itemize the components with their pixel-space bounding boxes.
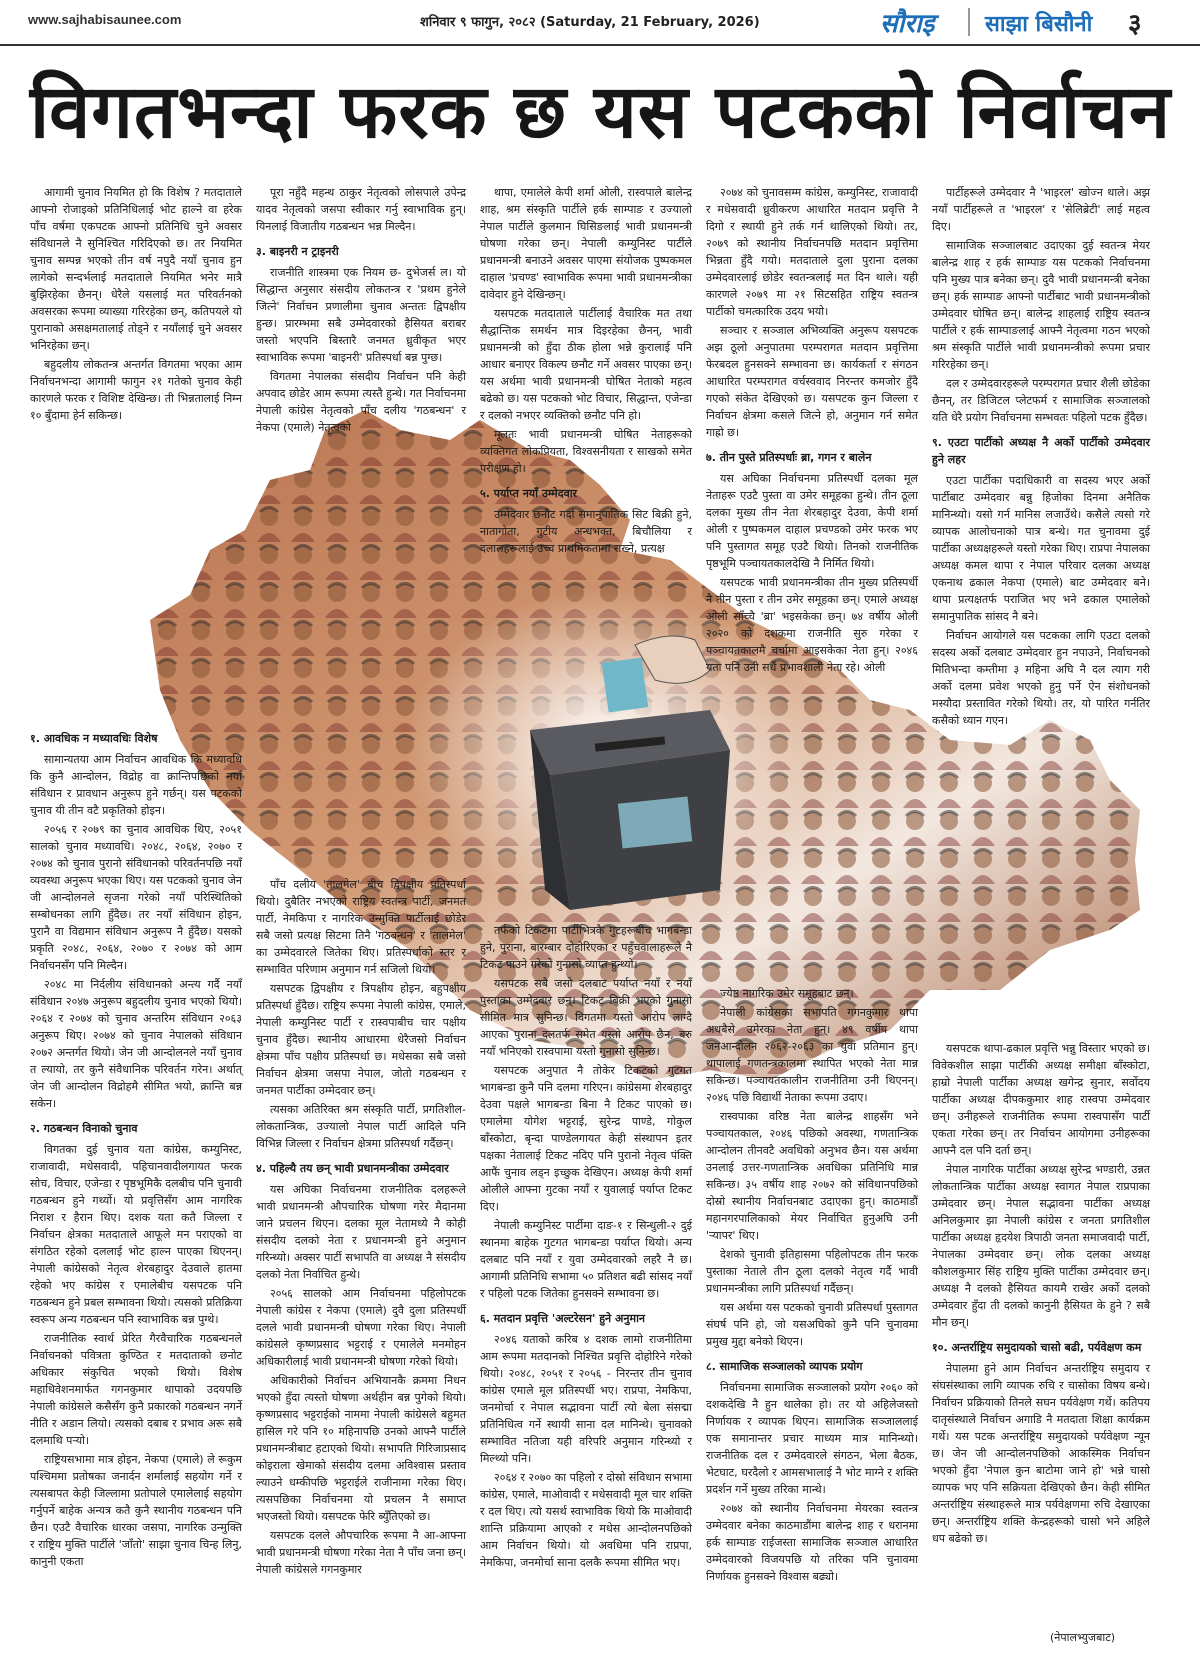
- paragraph: दल र उम्मेदवारहरूले परम्परागत प्रचार शैली छोडेका छैनन्, तर डिजिटल प्लेटफर्म र सामाजिक सञ्जालको यति धेरै प्रयोग निर्वाचनमा सम्भवतः पहिलो पटक हुँदैछ।: [932, 377, 1150, 424]
- supplement-title: साझा बिसौनी: [985, 12, 1093, 37]
- paragraph: २०७४ को चुनावसम्म कांग्रेस, कम्युनिस्ट, राजावादी र मधेसवादी ध्रुवीकरण आधारित मतदान प्रवृत्ति नै दिगो र स्थायी हुने तर्क गर्न थालिएको थियो। तर, २०७९ को स्थानीय निर्वाचनपछि मतदान प्रवृत्तिमा भिन्नता हुँदै गयो। मतदाताले दुला पुराना दलका उम्मेदवारलाई छोडेर स्वतन्त्रलाई मत दिन थाले। यही कारणले २०७९ मा २१ सिटसहित राष्ट्रिय स्वतन्त्र पार्टीको चमत्कारिक उदय भयो।: [706, 186, 918, 318]
- paragraph: तर्फको टिकटमा पार्टीभित्रकै गुटहरूबीच भागबन्डा हुने, पुराना, बारम्बार दोहोरिएका र पहुँचवालाहरूले नै टिकट पाउने गरेको गुनासो व्याप्त हुन्थ्यो।: [480, 924, 692, 971]
- paragraph: नेपाल नागरिक पार्टीका अध्यक्ष सुरेन्द्र भण्डारी, उन्नत लोकतान्त्रिक पार्टीका अध्यक्ष स्वागत नेपाल राप्रपाका उम्मेदवार छन्। नेपाल सद्भावना पार्टीका अध्यक्ष अनिलकुमार झा नेपाली कांग्रेस र जनता प्रगतिशील पार्टीका अध्यक्ष हृदयेश त्रिपाठी जनता समाजवादी पार्टी, नेपालका उम्मेदवार छन्। लोक दलका अध्यक्ष कौशलकुमार सिंह राष्ट्रिय मुक्ति पार्टीका उम्मेदवार छन्। अध्यक्ष नै दलको हैसियत कायमै राखेर अर्को दलको उम्मेदवार हुँदा ती दलको कानुनी हैसियत के हुने ? सबै मौन छन्।: [932, 1163, 1150, 1329]
- column-4-bottom: [706, 985, 918, 1587]
- paragraph: आगामी चुनाव नियमित हो कि विशेष ? मतदाताले आफ्नो रोजाइको प्रतिनिधिलाई भोट हाल्ने वा हरेक पाँच वर्षमा एकपटक आफ्नो प्रतिनिधि चुने अवसर संविधानले नै सुनिश्चित गरिदिएको छ। तर नियमित चुनाव सम्पन्न भएको तीन वर्ष नपुदै नयाँ चुनाव हुन लागेको सन्दर्भलाई मतदाताले नियमित भनेर मात्रै बुझिरहेका छैनन्। धेरैले यसलाई मत परिवर्तनको अवसरका रूपमा व्याख्या गरिरहेका छन्, कतिपयले यो पुरानाको असक्षमतालाई तोड्ने र नयाँलाई चुने अवसर भनिरहेका छन्।: [30, 186, 242, 352]
- section-heading: ६. मतदान प्रवृत्ति 'अल्टरेसन' हुने अनुमान: [480, 1312, 646, 1325]
- ballot-box-icon: [530, 710, 730, 910]
- paragraph: २०४८ मा निर्दलीय संविधानको अन्त्य गर्दै नयाँ संविधान २०४७ अनुरूप बहुदलीय चुनाव भएको थियो। २०६४ र २०७४ को चुनाव अन्तरिम संविधान २०६३ अनुरूप थिए। २०७४ को चुनाव नेपालको संविधान २०७२ अन्तर्गत थियो। जेन जी आन्दोलनले नयाँ चुनाव त ल्यायो, तर कुनै संवैधानिक परिवर्तन गरेन। अर्थात् जेन जी आन्दोलन विद्रोहमै सीमित भयो, क्रान्ति बन्न सकेन।: [30, 978, 242, 1110]
- paragraph: रास्वपाका वरिष्ठ नेता बालेन्द्र शाहसँग भने पञ्चायतकाल, २०४६ पछिको अवस्था, गणतान्त्रिक आन्दोलन तीनवटै अवधिको अनुभव छैन। यस अर्थमा उनलाई उत्तर-गणतान्त्रिक अवधिका प्रतिनिधि मान्न सकिन्छ। ३५ वर्षीय शाह २०७२ को संविधानपछिको दोस्रो स्थानीय निर्वाचनबाट उदाएका हुन्। काठमाडौं महानगरपालिकाको मेयर निर्वाचित हुनुअघि उनी 'र्‍यापर' थिए।: [706, 1110, 918, 1242]
- dateline: शनिवार ९ फागुन, २०८२ (Saturday, 21 February, 2026): [420, 15, 760, 30]
- paragraph: एउटा पार्टीका पदाधिकारी वा सदस्य भएर अर्को पार्टीबाट उम्मेदवार बन्नु हिजोका दिनमा अनैतिक मानिन्थ्यो। यसो गर्न मानिस लजाउँथे। कसैले त्यसो गरे व्यापक आलोचनाको पात्र बन्थे। गत चुनावमा दुई पार्टीका अध्यक्षहरूले यस्तो गरेका थिए। राप्रपा नेपालका अध्यक्ष कमल थापा र नेपाल परिवार दलका अध्यक्ष एकनाथ ढकाल नेकपा (एमाले) बाट उम्मेदवार बने। थापा प्रत्यक्षतर्फ पराजित भए भने ढकाल एमालेको समानुपातिक सांसद नै बने।: [932, 474, 1150, 623]
- site-url[interactable]: www.sajhabisaunee.com: [28, 12, 182, 27]
- paragraph: उम्मेदवार छनौट गर्दा समानुपातिक सिट बिक्री हुने, नातागोता, गुटीय अन्धभक्त, बिचौलिया र दलालहरूलाई उच्च प्राथमिकतामा राख्ने, प्रत्यक्ष: [480, 508, 692, 555]
- paragraph: यसपटक सबै जसो दलबाट पर्याप्त नयाँ र नयाँ पुस्ताका उम्मेदवार छन्। टिकट बिक्री भएको गुनासो सीमित मात्र सुनिन्छ। विगतमा यस्तो आरोप लाग्दै आएका पुराना दलतर्फ समेत यस्तो आरोप छैन, बरु नयाँ भनिएको रास्वपामा यस्तो गुनासो सुनिन्छ।: [480, 977, 692, 1058]
- paragraph: बहुदलीय लोकतन्त्र अन्तर्गत विगतमा भएका आम निर्वाचनभन्दा आगामी फागुन २१ गतेको चुनाव केही कारणले फरक र विशिष्ट देखिन्छ। ती भिन्नतालाई निम्न १० बुँदामा हेर्न सकिन्छ।: [30, 358, 242, 422]
- paragraph: यस अघिका निर्वाचनमा प्रतिस्पर्धी दलका मूल नेताहरू एउटै पुस्ता वा उमेर समूहका हुन्थे। तीन ठूला दलका मुख्य तीन नेता शेरबहादुर देउवा, केपी शर्मा ओली र पुष्पकमल दाहाल प्रचण्डको उमेर फरक भए पनि पुस्तागत समूह एउटै थियो। तिनको राजनीतिक पृष्ठभूमि पञ्चायतकालदेखि नै निर्मित थियो।: [706, 472, 918, 570]
- paragraph: अधिकारीको निर्वाचन अभियानकै क्रममा निधन भएको हुँदा त्यस्तो घोषणा अर्थहीन बन्न पुगेको थियो। कृष्णप्रसाद भट्टराईको नाममा नेपाली कांग्रेसले बहुमत हासिल गरे पनि १० महिनापछि उनको आफ्नै पार्टीले प्रधानमन्त्रीबाट हटाएको थियो। सभापति गिरिजाप्रसाद कोइराला खेमाको संसदीय दलमा अविश्वास प्रस्ताव ल्याउने धम्कीपछि भट्टराईले राजीनामा गरेका थिए। त्यसपछिका निर्वाचनमा यो प्रचलन नै समाप्त भएजस्तो थियो। यसपटक फेरि ब्युँतिएको छ।: [256, 1374, 466, 1523]
- source-byline: (नेपालभ्युजबाट): [1050, 1631, 1116, 1644]
- paragraph: सामान्यतया आम निर्वाचन आवधिक कि मध्यावधि कि कुनै आन्दोलन, विद्रोह वा क्रान्तिपछिको नयाँ संविधान र प्रावधान अनुरूप हुने गर्छन्। यस पटकको चुनाव यी तीन वटै प्रकृतिको होइन।: [30, 753, 242, 817]
- section-heading: ३. बाइनरी न ट्राइनरी: [256, 245, 339, 258]
- column-3-top: [480, 184, 692, 559]
- paragraph: यसपटक द्विपक्षीय र त्रिपक्षीय होइन, बहुपक्षीय प्रतिस्पर्धा हुँदैछ। राष्ट्रिय रूपमा नेपाली कांग्रेस, एमाले, नेपाली कम्युनिस्ट पार्टी र रास्वपाबीच चार पक्षीय चुनाव हुँदैछ। स्थानीय आधारमा धेरैजसो निर्वाचन क्षेत्रमा पाँच पक्षीय प्रतिस्पर्धा छ। मधेसका सबै जसो निर्वाचन क्षेत्रमा जसपा नेपाल, जोतो गठबन्धन र जनमत पार्टीका उम्मेदवार छन्।: [256, 982, 466, 1097]
- headline: विगतभन्दा फरक छ यस पटकको निर्वाचन: [30, 69, 1172, 155]
- column-2-bottom: [256, 876, 466, 1580]
- paragraph: सञ्चार र सञ्जाल अभिव्यक्ति अनुरूप यसपटक अझ ठूलो अनुपातमा परम्परागत मतदान प्रवृत्तिमा फेरबदल हुनसक्ने सम्भावना छ। कार्यकर्ता र संगठन आधारित परम्परागत वर्चस्ववाद निरन्तर कमजोर हुँदै गएको संकेत देखिएको छ। यसपटक कुन जिल्ला र निर्वाचन क्षेत्रमा कसले जित्ने हो, अनुमान गर्न समेत गाह्रो छ।: [706, 324, 918, 439]
- paragraph: विगतमा नेपालका संसदीय निर्वाचन पनि केही अपवाद छोडेर आम रूपमा त्यस्तै हुन्थे। गत निर्वाचनमा नेपाली कांग्रेस नेतृत्वको पाँच दलीय 'गठबन्धन' र नेकपा (एमाले) नेतृत्वको: [256, 370, 466, 434]
- section-heading: ४. पहिल्यै तय छन् भावी प्रधानमन्त्रीका उम्मेदवार: [256, 1162, 449, 1175]
- paragraph: राजनीति शास्त्रमा एक नियम छ- दुभेजर्स ल। यो सिद्धान्त अनुसार संसदीय लोकतन्त्र र 'प्रथम हुनेले जित्ने' निर्वाचन प्रणालीमा चुनाव अन्ततः द्विपक्षीय हुन्छ। प्रारम्भमा सबै उम्मेदवारको हैसियत बराबर जस्तो भएपनि बिस्तारै जनमत ध्रुवीकृत भएर स्वाभाविक रूपमा 'बाइनरी' प्रतिस्पर्धा बन्न पुग्छ।: [256, 266, 466, 364]
- paragraph: राष्ट्रियसभामा मात्र होइन, नेकपा (एमाले) ले रूकुम पश्चिममा प्रतोषका जनार्दन शर्मालाई सहयोग गर्ने र त्यसबापत केही जिल्लामा प्रतोपाले एमालेलाई सहयोग गर्नुपर्ने बाहेक अन्यत्र कतै कुनै स्थानीय गठबन्धन पनि छैन। एउटै वैचारिक धारका जसपा, नागरिक उन्मुक्ति र राष्ट्रिय मुक्ति पार्टीले 'जाँतो' साझा चुनाव चिन्ह लिनु, कानुनी एकता: [30, 1453, 242, 1568]
- paragraph: देशको चुनावी इतिहासमा पहिलोपटक तीन फरक पुस्ताका नेताले तीन ठूला दलको नेतृत्व गर्दै भावी प्रधानमन्त्रीका लागि प्रतिस्पर्धा गर्दैछन्।: [706, 1248, 918, 1295]
- paragraph: मूलतः भावी प्रधानमन्त्री घोषित नेताहरूको व्यक्तिगत लोकप्रियता, विश्वसनीयता र साखको समेत परीक्षण हो।: [480, 428, 692, 475]
- paragraph: यस अघिका निर्वाचनमा राजनीतिक दलहरूले भावी प्रधानमन्त्री औपचारिक घोषणा गरेर मैदानमा जाने प्रचलन थिएन। दलका मूल नेतामध्ये नै कोही संसदीय दलको नेता र प्रधानमन्त्री हुने अनुमान गरिन्थ्यो। अक्सर पार्टी सभापति वा अध्यक्ष नै संसदीय दलको नेता निर्वाचित हुन्थे।: [256, 1183, 466, 1281]
- section-heading: १. आवधिक न मध्यावधिः विशेष: [30, 732, 158, 745]
- paragraph: नेपालमा हुने आम निर्वाचन अन्तर्राष्ट्रिय समुदाय र संघसंस्थाका लागि व्यापक रुचि र चासोका विषय बन्थे। निर्वाचन प्रक्रियाको तिनले सघन पर्यवेक्षण गर्थे। कतिपय दातृसंस्थाले निर्वाचन अगाडि नै मतदाता शिक्षा कार्यक्रम गर्थे। यस पटक अन्तर्राष्ट्रिय समुदायको पर्यवेक्षण न्यून छ। जेन जी आन्दोलनपछिको आकस्मिक निर्वाचन भएको हुँदा 'नेपाल कुन बाटोमा जाने हो' भन्ने चासो व्यापक भए पनि सक्रियता देखिएको छैन। केही सीमित अन्तर्राष्ट्रिय संस्थाहरूले मात्र पर्यवेक्षणमा रुचि देखाएका छन्। अन्तर्राष्ट्रिय शक्ति केन्द्रहरूको चासो भने अहिले धप बढेको छ।: [932, 1362, 1150, 1545]
- column-1-bottom: [30, 722, 242, 1572]
- section-heading: ९. एउटा पार्टीको अध्यक्ष नै अर्को पार्टीको उम्मेदवार हुने लहर: [932, 436, 1150, 466]
- page-number: ३: [1128, 9, 1142, 39]
- section-heading: ८. सामाजिक सञ्जालको व्यापक प्रयोग: [706, 1360, 863, 1373]
- paragraph: नेपाली कांग्रेसका सभापति गगनकुमार थापा अधबैसे उमेरका नेता हुन्। ४९ वर्षीय थापा जनआन्दोलन २०६२-२०६३ का युवा प्रतिमान हुन्। थापालाई गणतन्त्रकालमा स्थापित भएको नेता मान्न सकिन्छ। पञ्चायतकालीन राजनीतिमा उनी थिएनन्। २०४६ पछि विद्यार्थी नेताका रूपमा उदाए।: [706, 1006, 918, 1104]
- column-4-top: [706, 184, 918, 678]
- paragraph: सामाजिक सञ्जालबाट उदाएका दुई स्वतन्त्र मेयर बालेन्द्र शाह र हर्क साम्पाङ यस पटकको निर्वाचनमा पनि मुख्य पात्र बनेका छन्। दुवै भावी प्रधानमन्त्री बनेका छन्। हर्क साम्पाङ आफ्नो पार्टीबाट भावी प्रधानमन्त्रीको उम्मेदवार घोषित छन्। बालेन्द्र शाहलाई राष्ट्रिय स्वतन्त्र पार्टीले र हर्क साम्पाङलाई आफ्नै नेतृत्वमा गठन भएको श्रम संस्कृति पार्टीले भावी प्रधानमन्त्रीको रूपमा प्रचार गरिरहेका छन्।: [932, 239, 1150, 371]
- paragraph: यसपटक अनुपात नै तोकेर टिकटको गुटगत भागबन्डा कुनै पनि दलमा गरिएन। कांग्रेसमा शेरबहादुर देउवा पक्षले भागबन्डा बिना नै टिकट पाएको छ। एमालेमा योगेश भट्टराई, सुरेन्द्र पाण्डे, गोकुल बाँस्कोटा, बृन्दा पाण्डेलगायत केही संस्थापन इतर पक्षका नेतालाई टिकट नदिए पनि पुरानो नेतृत्व पंक्ति आफैं चुनाव लड्न इच्छुक देखिएन। अध्यक्ष केपी शर्मा ओलीले आफ्ना गुटका नयाँ र युवालाई पर्याप्त टिकट दिए।: [480, 1064, 692, 1213]
- column-1-top: [30, 184, 242, 426]
- paragraph: यसपटक मतदाताले पार्टीलाई वैचारिक मत तथा सैद्धान्तिक समर्थन मात्र दिइरहेका छैनन्, भावी प्रधानमन्त्री को हुँदा ठीक होला भन्ने कुरालाई पनि आधार बनाएर विकल्प छनौट गर्ने अवसर पाएका छन्। यस अर्थमा भावी प्रधानमन्त्री घोषित नेताको महत्व बढेको छ। यस पटकको भोट विचार, सिद्धान्त, एजेन्डा र दलको नभएर व्यक्तिको छनौट पनि हो।: [480, 307, 692, 422]
- column-3-bottom: [480, 922, 692, 1573]
- paragraph: पूरा नहुँदै महन्थ ठाकुर नेतृत्वको लोसपाले उपेन्द्र यादव नेतृत्वको जसपा स्वीकार गर्नु स्वाभाविक हुन्। यिनलाई विजातीय गठबन्धन भन्न मिल्दैन।: [256, 186, 466, 233]
- paragraph: २०५६ र २०७९ का चुनाव आवधिक थिए, २०५१ सालको चुनाव मध्यावधि। २०४८, २०६४, २०७० र २०७४ को चुनाव पुरानो संविधानको परिवर्तनपछि नयाँ व्यवस्था अनुरूप भएका थिए। यस पटकको चुनाव जेन जी आन्दोलनले सृजना गरेको नयाँ परिस्थितिको सम्बोधनका लागि हुँदैछ। तर नयाँ संविधान होइन, पुरानै वा विद्यमान संविधान अनुरूप नै हुँदैछ। यसको प्रकृति २०४८, २०६४, २०७० र २०७४ को आम निर्वाचनसँग पनि मिल्दैन।: [30, 823, 242, 972]
- paragraph: निर्वाचनमा सामाजिक सञ्जालको प्रयोग २०६० को दशकदेखि नै हुन थालेका हो। तर यो अहिलेजस्तो निर्णायक र व्यापक थिएन। सामाजिक सञ्जाललाई एक समानान्तर प्रचार माध्यम मात्र मानिन्थ्यो। राजनीतिक दल र उम्मेदवारले संगठन, भेला बैठक, भेटघाट, घरदैलो र आमसभालाई नै भोट माग्ने र शक्ति प्रदर्शन गर्ने मुख्य तरिका मान्थे।: [706, 1381, 918, 1496]
- paragraph: थापा, एमालेले केपी शर्मा ओली, रास्वपाले बालेन्द्र शाह, श्रम संस्कृति पार्टीले हर्क साम्पाङ र उज्यालो नेपाल पार्टीले कुलमान घिसिङलाई भावी प्रधानमन्त्री घोषणा गरेका छन्। नेपाली कम्युनिस्ट पार्टीले प्रधानमन्त्री बनाउने अवसर पाएमा संयोजक पुष्पकमल दाहाल 'प्रचण्ड' स्वाभाविक रूपमा भावी प्रधानमन्त्रीका दावेदार हुने देखिन्छन्।: [480, 186, 692, 301]
- page-header: [0, 0, 1200, 46]
- section-heading: ५. पर्याप्त नयाँ उम्मेदवार: [480, 487, 578, 500]
- paragraph: राजनीतिक स्वार्थ प्रेरित गैरवैचारिक गठबन्धनले निर्वाचनको पवित्रता कुण्ठित र मतदाताको छनोट अधिकार संकुचित भएको थियो। विशेष महाधिवेशनमार्फत गगनकुमार थापाको उदयपछि नेपाली कांग्रेसले कसैसँग कुनै प्रकारको गठबन्धन नगर्ने नीति र अडान लियो। त्यसको दबाब र प्रभाव अरू सबै दलमाथि पर्‍यो।: [30, 1332, 242, 1447]
- brand-divider: [968, 8, 970, 36]
- paragraph: पार्टीहरूले उम्मेदवार नै 'भाइरल' खोज्न थाले। अझ नयाँ पार्टीहरूले त 'भाइरल' र 'सेलिब्रेटी' लाई महत्व दिए।: [932, 186, 1150, 233]
- paragraph: विगतका दुई चुनाव यता कांग्रेस, कम्युनिस्ट, राजावादी, मधेसवादी, पहिचानवादीलगायत फरक सोच, विचार, एजेन्डा र पृष्ठभूमिकै दलबीच पनि चुनावी गठबन्धन हुने गर्थ्यो। यो प्रवृत्तिसँग आम नागरिक निराश र हैरान थिए। दशक यता कतै जिल्ला र निर्वाचन क्षेत्रका मतदाताले आफूले मन पराएको वा संगठित रहेको दललाई भोट हाल्न पाएका थिएनन्। नेपाली कांग्रेसको नेतृत्व शेरबहादुर देउवाले हातमा रहेको भए कांग्रेस र एमालेबीच यसपटक पनि गठबन्धन हुने प्रबल सम्भावना थियो। त्यसको प्रतिक्रिया स्वरूप अन्य गठबन्धन पनि स्वाभाविक बन्न पुग्थे।: [30, 1143, 242, 1326]
- paragraph: २०५६ सालको आम निर्वाचनमा पहिलोपटक नेपाली कांग्रेस र नेकपा (एमाले) दुवै दुला प्रतिस्पर्धी दलले भावी प्रधानमन्त्री घोषणा गरेका थिए। नेपाली कांग्रेसले कृष्णप्रसाद भट्टराई र एमालेले मनमोहन अधिकारीलाई भावी प्रधानमन्त्री घोषणा गरेको थियो।: [256, 1287, 466, 1368]
- paragraph: २०४६ यताको करिब ४ दशक लामो राजनीतिमा आम रूपमा मतदानको निश्चित प्रवृत्ति दोहोरिने गरेको थियो। २०४८, २०५१ र २०५६ - निरन्तर तीन चुनाव कांग्रेस एमाले मूल प्रतिस्पर्धी भए। राप्रपा, नेमकिपा, जनमोर्चा र नेपाल सद्भावना पार्टी त्यो बेला संसद्मा प्रतिनिधित्व गर्ने स्थायी साना दल मानिन्थे। चुनावको सम्भावित नतिजा यही वरिपरि अनुमान गरिन्थ्यो र मिल्थ्यो पनि।: [480, 1333, 692, 1465]
- paragraph: निर्वाचन आयोगले यस पटकका लागि एउटा दलको सदस्य अर्को दलबाट उम्मेदवार हुन नपाउने, निर्वाचनको मितिभन्दा कम्तीमा ३ महिना अघि नै दल त्याग गरी अर्को दलमा प्रवेश भएको हुनु पर्ने ऐन संशोधनको मस्यौदा प्रस्तावित गरेको थियो। तर, यो पारित गर्नतिर कसैको ध्यान गएन।: [932, 629, 1150, 727]
- paragraph: यसपटक दलले औपचारिक रूपमा नै आ-आफ्ना भावी प्रधानमन्त्री घोषणा गरेका नेता नै पाँच जना छन्। नेपाली कांग्रेसले गगनकुमार: [256, 1529, 466, 1576]
- section-heading: ७. तीन पुस्ते प्रतिस्पर्धाः ब्रा, गगन र बालेन: [706, 451, 872, 464]
- paragraph: नेपाली कम्युनिस्ट पार्टीमा दाङ-१ र सिन्धुली-२ दुई स्थानमा बाहेक गुटगत भागबन्डा पर्याप्त थियो। अन्य दलबाट पनि नयाँ र युवा उम्मेदवारको लहरै नै छ। आगामी प्रतिनिधि सभामा ५० प्रतिशत बढी सांसद नयाँ र पहिलो पटक जितेका हुनसक्ने सम्भावना छ।: [480, 1219, 692, 1300]
- paragraph: २०६४ र २०७० का पहिलो र दोस्रो संविधान सभामा कांग्रेस, एमाले, माओवादी र मधेसवादी मूल चार शक्ति र दल थिए। त्यो यसर्थ स्वाभाविक थियो कि माओवादी शान्ति प्रक्रियामा आएको र मधेस आन्दोलनपछिको आम निर्वाचन थियो। यो अवधिमा पनि राप्रपा, नेमकिपा, जनमोर्चा साना दलकै रूपमा सीमित भए।: [480, 1471, 692, 1569]
- column-5-bottom: [932, 1040, 1150, 1549]
- section-heading: १०. अन्तर्राष्ट्रिय समुदायको चासो बढी, पर्यवेक्षण कम: [932, 1341, 1142, 1354]
- paragraph: त्यसका अतिरिक्त श्रम संस्कृति पार्टी, प्रगतिशील- लोकतान्त्रिक, उज्यालो नेपाल पार्टी आदिले पनि विभिन्न जिल्ला र निर्वाचन क्षेत्रमा प्रतिस्पर्धा गर्दैछन्।: [256, 1103, 466, 1150]
- column-2-top: [256, 184, 466, 438]
- paragraph: ज्येष्ठ नागरिक उमेर समूहबाट छन्।: [720, 987, 854, 1000]
- brand-logo: सौराइ: [880, 9, 935, 39]
- column-5-top: [932, 184, 1150, 731]
- section-heading: २. गठबन्धन विनाको चुनाव: [30, 1122, 138, 1135]
- paragraph: यसपटक भावी प्रधानमन्त्रीका तीन मुख्य प्रतिस्पर्धी नै तीन पुस्ता र तीन उमेर समूहका छन्। एमाले अध्यक्ष ओली साँच्चै 'ब्रा' भइसकेका छन्। ७४ वर्षीय ओली २०२० को दशकमा राजनीति सुरु गरेका र पञ्चायतकालमै चर्चामा आइसकेका नेता हुन्। २०४६ यता पनि उनी सधैं प्रभावशाली नेता रहे। ओली: [706, 576, 918, 674]
- paragraph: यस अर्थमा यस पटकको चुनावी प्रतिस्पर्धा पुस्तागत संघर्ष पनि हो, जो यसअघिको कुनै पनि चुनावमा प्रमुख मुद्दा बनेको थिएन।: [706, 1301, 918, 1348]
- paragraph: पाँच दलीय 'तालमेल' बीच द्विपक्षीय प्रतिस्पर्धा थियो। दुबैतिर नभएको राष्ट्रिय स्वतन्त्र पार्टी, जनमत पार्टी, नेमकिपा र नागरिक उन्मुक्ति पार्टीलाई छोडेर सबै जसो प्रत्यक्ष सिटमा तिनै 'गठबन्धन' र 'तालमेल' का उम्मेदवारले जितेका थिए। प्रतिस्पर्धाको स्तर र सम्भावित परिणाम अनुमान गर्न सजिलो थियो।: [256, 878, 466, 976]
- paragraph: २०७४ को स्थानीय निर्वाचनमा मेयरका स्वतन्त्र उम्मेदवार बनेका काठमाडौंमा बालेन्द्र शाह र धरानमा हर्क साम्पाङ राईजस्ता सामाजिक सञ्जाल आधारित उम्मेदवारको विजयपछि यो तरिका पनि चुनावमा निर्णायक हुनसक्ने विश्वास बढ्यो।: [706, 1502, 918, 1583]
- paragraph: यसपटक थापा-ढकाल प्रवृत्ति भन्नु विस्तार भएको छ। विवेकशील साझा पार्टीकी अध्यक्ष समीक्षा बाँस्कोटा, हाम्रो नेपाली पार्टीका अध्यक्ष खगेन्द्र सुनार, सर्वोदय पार्टीका अध्यक्ष दीपककुमार शाह रास्वपा उम्मेदवार छन्। उनीहरूले राजनीतिक रूपमा रास्वपासँग पार्टी एकता गरेका छन्। तर निर्वाचन आयोगमा उनीहरूका आफ्नै दल पनि दर्ता छन्।: [932, 1042, 1150, 1157]
